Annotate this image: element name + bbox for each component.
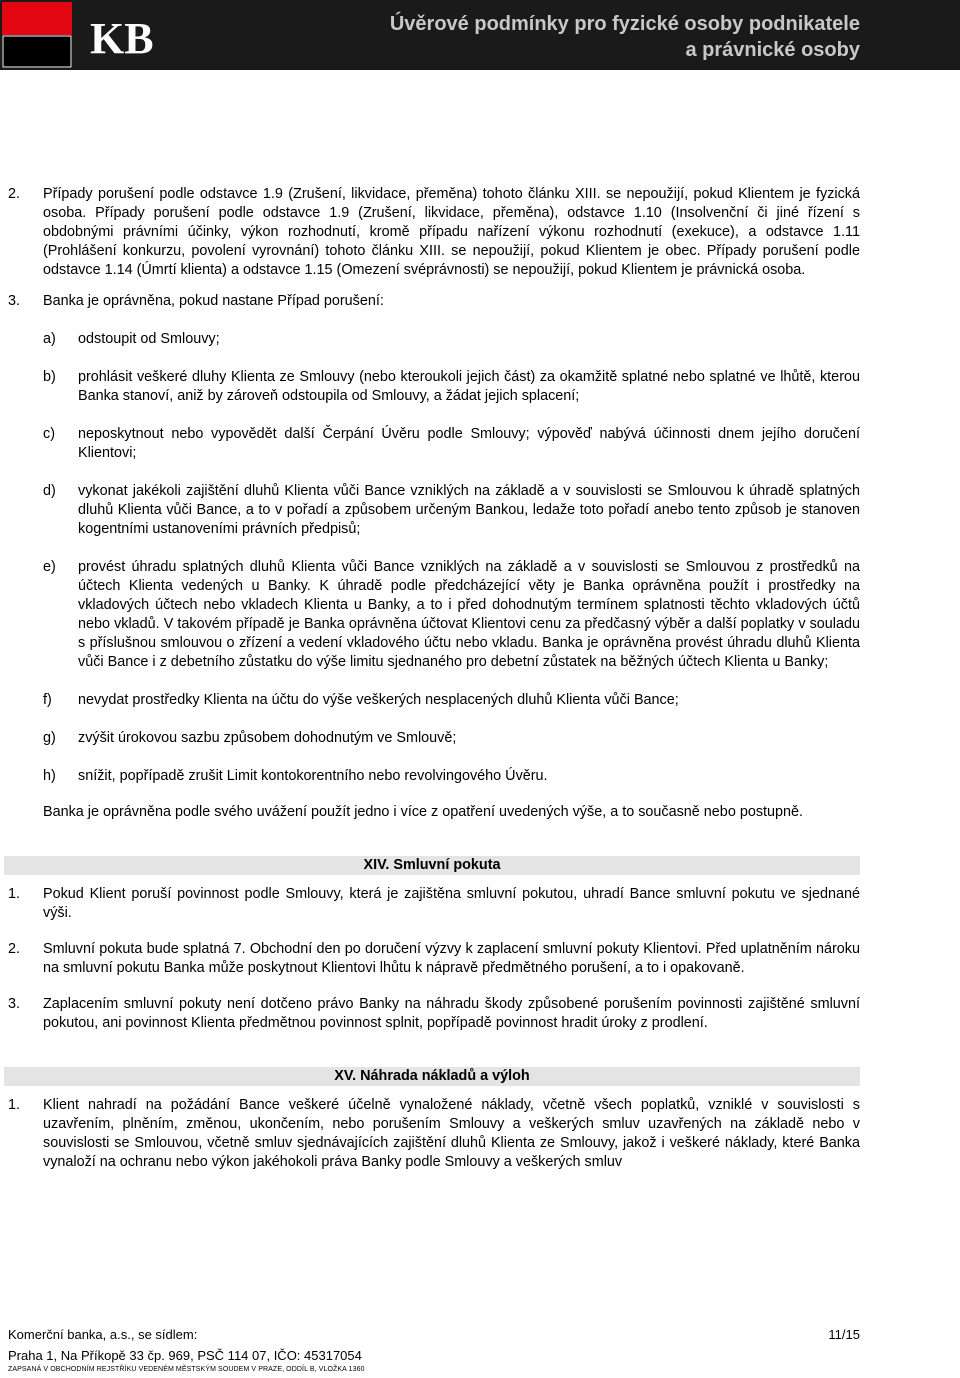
item-letter: g)	[43, 730, 56, 746]
paragraph-number: 2.	[8, 186, 21, 202]
item-letter: c)	[43, 426, 55, 442]
list-item-h	[8, 767, 860, 786]
item-letter: e)	[43, 559, 56, 575]
list-item-d	[8, 482, 860, 539]
page-footer	[8, 1327, 860, 1373]
footer-address: Praha 1, Na Příkopě 33 čp. 969, PSČ 114 07, IČO: 45317054	[8, 1348, 362, 1363]
paragraph-text: Případy porušení podle odstavce 1.9 (Zrušení, likvidace, přeměna) tohoto článku XIII. se nepoužijí, pokud Klientem je fyzická osoba. Případy porušení podle odstavce 1.9 (Zrušení, likvidace, přeměna), odstavce 1.10 (Insolvenční či jiné řízení s obdobnými právními účinky, výkon rozhodnutí, kromě případu nařízení výkonu rozhodnutí (exekuce), a odstavce 1.11 (Prohlášení konkurzu, povolení vyrovnání) tohoto článku XIII. se nepoužijí, pokud Klientem je obec. Případy porušení podle odstavce 1.14 (Úmrtí klienta) a odstavce 1.15 (Omezení svéprávnosti) se nepoužijí, pokud Klientem je právnická osoba.	[43, 186, 860, 278]
item-letter: f)	[43, 692, 52, 708]
svg-text:KB: KB	[90, 14, 154, 63]
header-bar	[0, 0, 960, 70]
document-title-line1: Úvěrové podmínky pro fyzické osoby podnikatele	[389, 13, 860, 35]
paragraph-text: Klient nahradí na požádání Bance veškeré účelně vynaložené náklady, včetně všech poplatků, vzniklé v souvislosti s uzavřením, plněním, změnou, ukončením, nebo porušením Smlouvy a veškerých smluv uzavřených na základě nebo v souvislosti se Smlouvou, včetně smluv sjednávajících zajištění dluhů Klienta ze Smlouvy, jakož i veškeré náklady, které Banka vynaloží na ochranu nebo výkon jakéhokoli práva Banky podle Smlouvy a veškerých smluv	[43, 1097, 860, 1170]
document-title-line2: a právnické osoby	[685, 39, 860, 61]
item-text: prohlásit veškeré dluhy Klienta ze Smlouvy (nebo kteroukoli jejich část) za okamžitě splatné nebo splatné ve lhůtě, kterou Banka stanoví, aniž by zároveň odstoupila od Smlouvy, a žádat jejich splacení;	[78, 369, 860, 404]
paragraph-xiv-1	[8, 885, 860, 923]
kb-logo	[2, 2, 197, 68]
item-text: provést úhradu splatných dluhů Klienta vůči Bance vzniklých na základě a v souvislosti se Smlouvou z prostředků na účtech Klienta vedených u Banky. K úhradě podle předcházející věty je Banka oprávněna použít i prostředky na vkladových účtech nebo vkladech Klienta u Banky, a to i před dohodnutým termínem splatnosti těchto vkladových účtů nebo vkladů. V takovém případě je Banka oprávněna účtovat Klientovi cenu za předčasný výběr a další poplatky v souladu s příslušnou smlouvou o zřízení a vedení vkladového účtu nebo vkladu. Banka je oprávněna provést úhradu dluhů Klienta vůči Bance i z debetního zůstatku do výše limitu sjednaného pro debetní zůstatek na běžných účtech Klienta u Banky;	[78, 559, 860, 670]
paragraph-number: 2.	[8, 941, 21, 957]
item-text: odstoupit od Smlouvy;	[78, 331, 220, 347]
list-item-e	[8, 558, 860, 672]
section-heading-xv: XV. Náhrada nákladů a výloh	[4, 1067, 860, 1086]
footer-registry: ZAPSANÁ V OBCHODNÍM REJSTŘÍKU VEDENÉM MĚSTSKÝM SOUDEM V PRAZE, ODDÍL B, VLOŽKA 1360	[8, 1366, 365, 1373]
item-letter: h)	[43, 768, 56, 784]
paragraph-text: Zaplacením smluvní pokuty není dotčeno právo Banky na náhradu škody způsobené porušením povinnosti zajištěné smluvní pokutou, ani povinnost Klienta předmětnou povinnost splnit, popřípadě povinnost hradit úroky z prodlení.	[43, 996, 860, 1031]
paragraph-text: Banka je oprávněna, pokud nastane Případ porušení:	[43, 293, 384, 309]
paragraph-number: 3.	[8, 996, 21, 1012]
item-letter: b)	[43, 369, 56, 385]
document-content	[8, 185, 860, 1172]
paragraph-3	[8, 292, 860, 311]
paragraph-xiv-2	[8, 940, 860, 978]
item-text: neposkytnout nebo vypovědět další Čerpání Úvěru podle Smlouvy; výpověď nabývá účinnosti dnem jejího doručení Klientovi;	[78, 426, 860, 461]
paragraph-xiv-3	[8, 995, 860, 1033]
list-item-a	[8, 330, 860, 349]
item-letter: d)	[43, 483, 56, 499]
list-item-f	[8, 691, 860, 710]
paragraph-2	[8, 185, 860, 280]
paragraph-xv-1	[8, 1096, 860, 1172]
item-text: vykonat jakékoli zajištění dluhů Klienta vůči Bance vzniklých na základě a v souvislosti se Smlouvou k úhradě splatných dluhů Klienta vůči Bance, a to v pořadí a způsobem určeným Bankou, ledaže toto pořadí anebo tento způsob je stanoven kogentními ustanoveními právních předpisů;	[78, 483, 860, 537]
paragraph-number: 1.	[8, 1097, 21, 1113]
item-text: nevydat prostředky Klienta na účtu do výše veškerých nesplacených dluhů Klienta vůči Bance;	[78, 692, 679, 708]
list-item-g	[8, 729, 860, 748]
footer-line	[8, 1327, 860, 1342]
list-item-c	[8, 425, 860, 463]
paragraph-text: Pokud Klient poruší povinnost podle Smlouvy, která je zajištěna smluvní pokutou, uhradí Bance smluvní pokutu ve sjednané výši.	[43, 886, 860, 921]
paragraph-text: Smluvní pokuta bude splatná 7. Obchodní den po doručení výzvy k zaplacení smluvní pokuty Klientovi. Před uplatněním nároku na smluvní pokutu Banka může poskytnout Klientovi lhůtu k nápravě předmětného porušení, a to i opakovaně.	[43, 941, 860, 976]
item-text: snížit, popřípadě zrušit Limit kontokorentního nebo revolvingového Úvěru.	[78, 768, 548, 784]
item-text: zvýšit úrokovou sazbu způsobem dohodnutým ve Smlouvě;	[78, 730, 457, 746]
paragraph-number: 1.	[8, 886, 21, 902]
closing-text: Banka je oprávněna podle svého uvážení použít jedno i více z opatření uvedených výše, a to současně nebo postupně.	[43, 804, 804, 820]
item-letter: a)	[43, 331, 56, 347]
footer-company: Komerční banka, a.s., se sídlem:	[8, 1327, 198, 1342]
paragraph-number: 3.	[8, 293, 21, 309]
document-title	[390, 11, 860, 63]
section-heading-xiv: XIV. Smluvní pokuta	[4, 856, 860, 875]
list-item-b	[8, 368, 860, 406]
page-number: 11/15	[828, 1327, 860, 1342]
